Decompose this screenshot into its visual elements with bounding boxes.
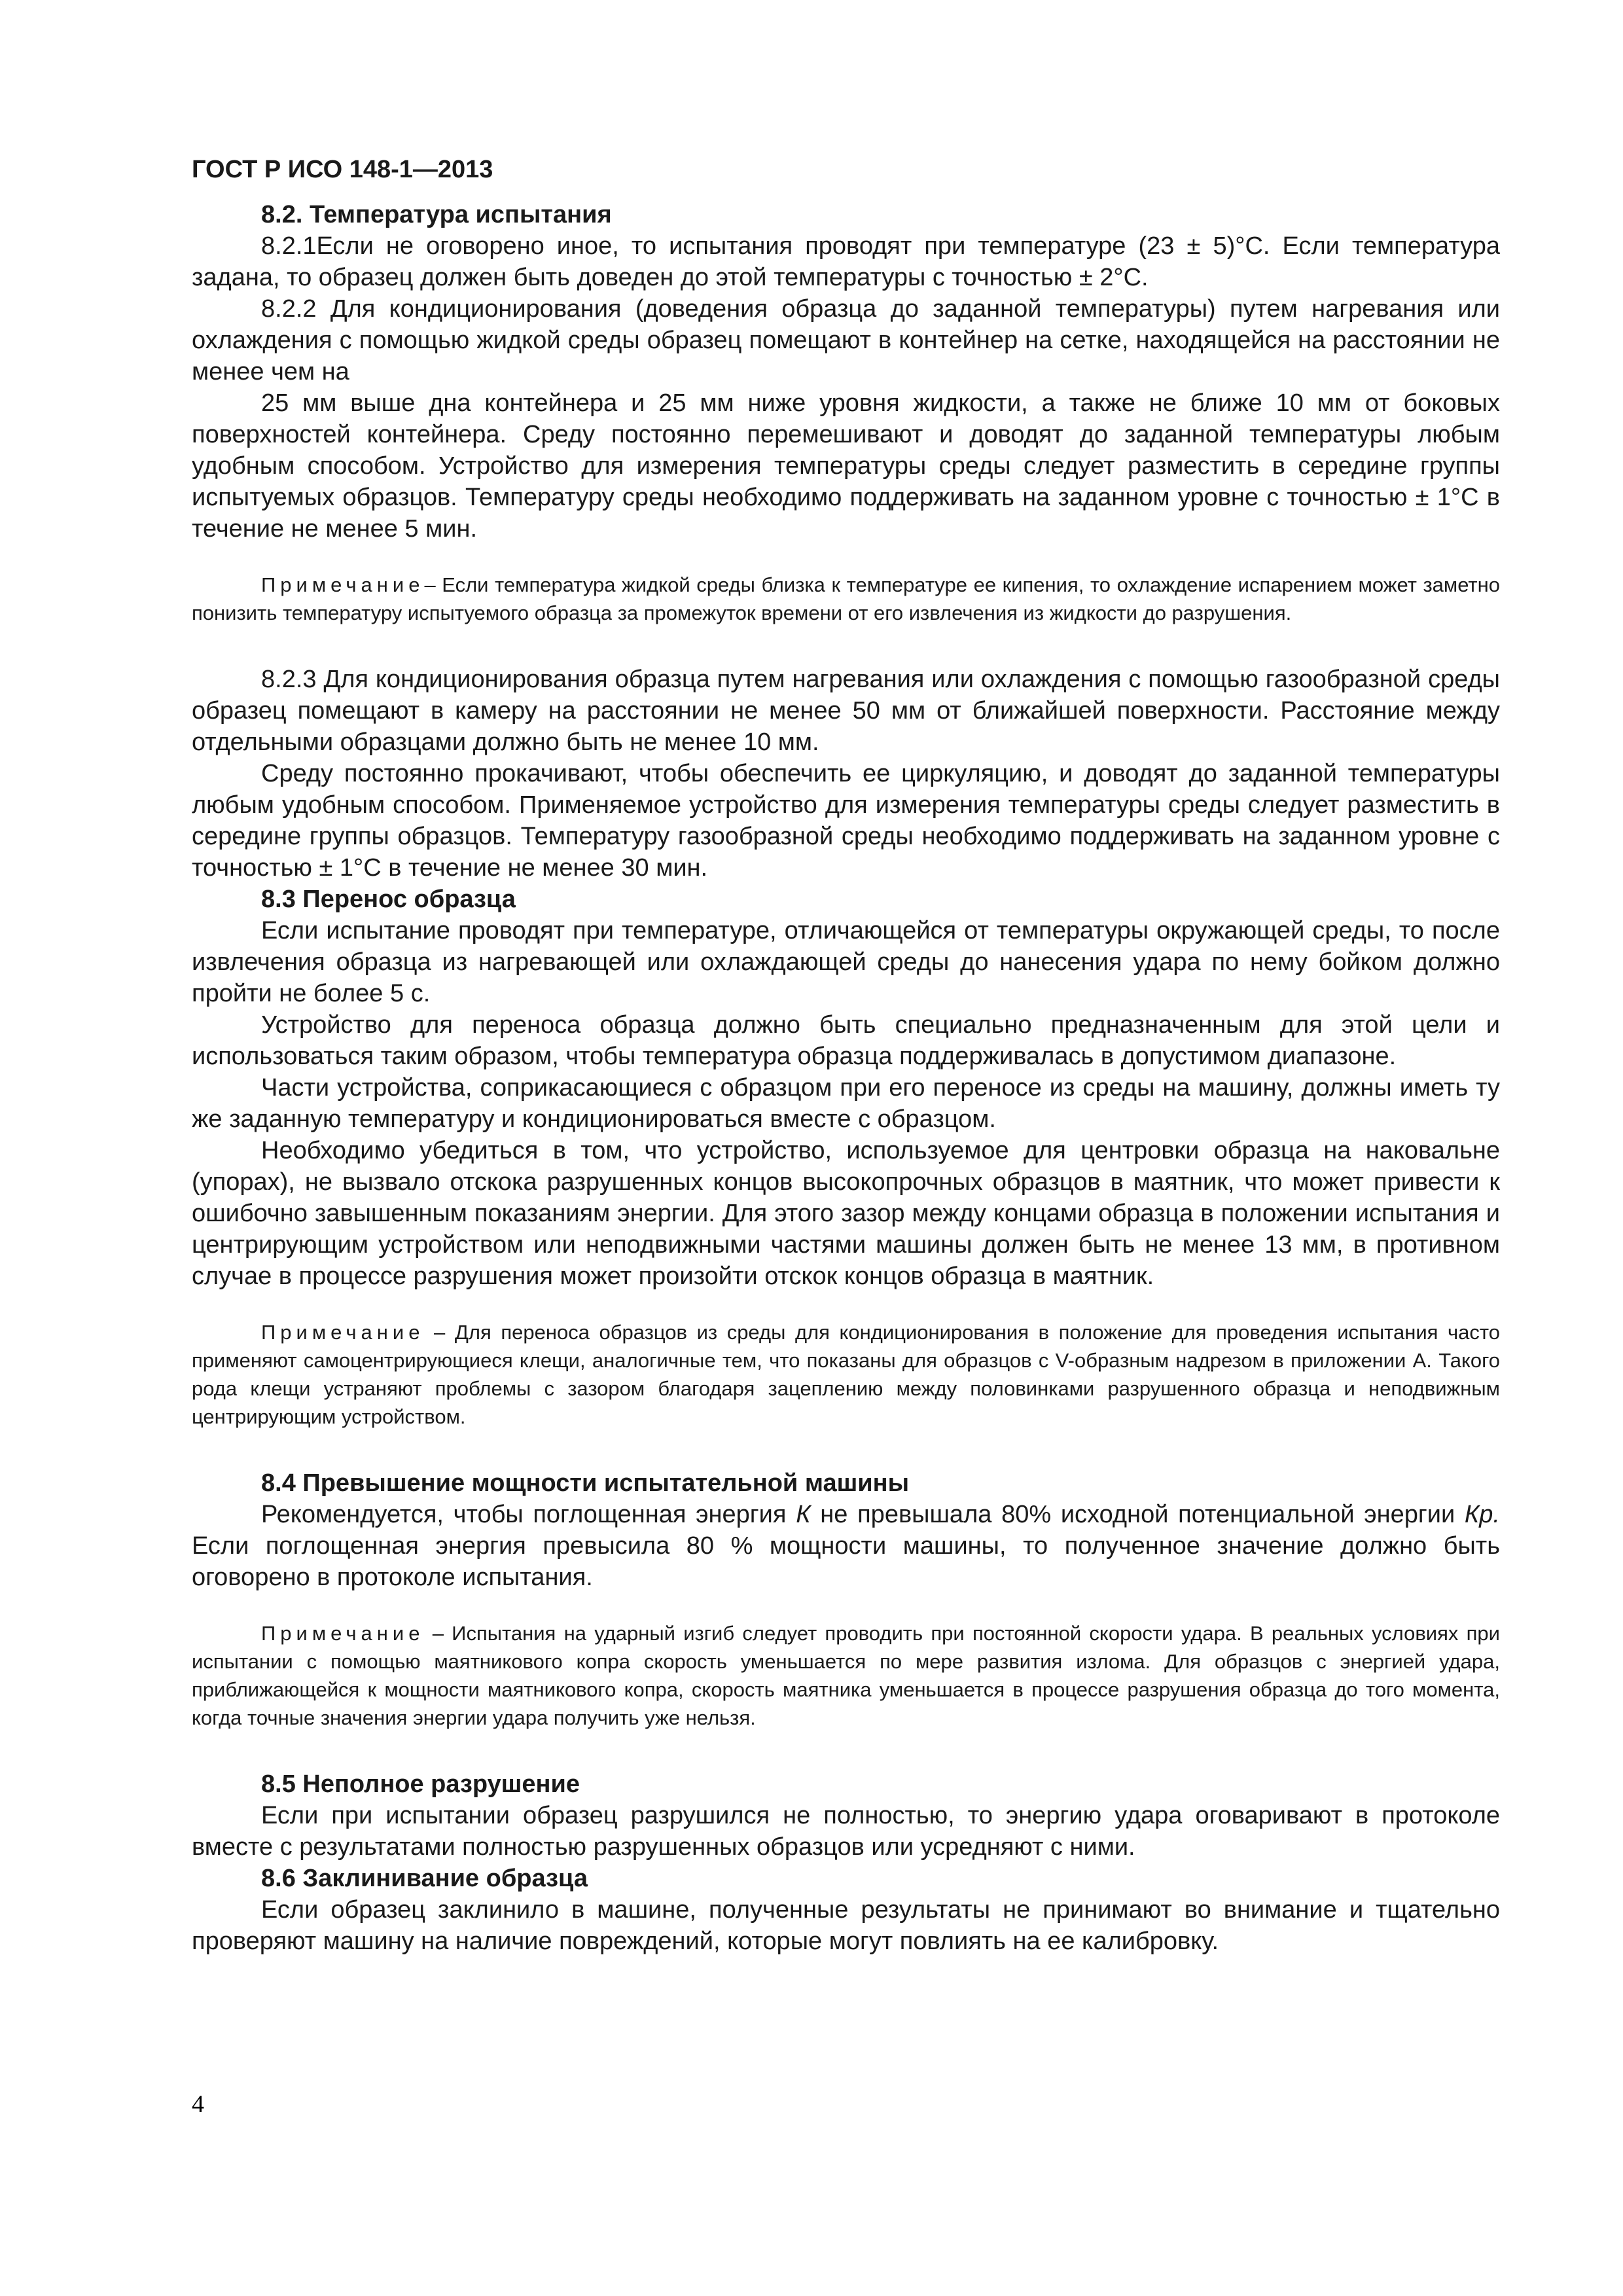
note-8-4 — [192, 1619, 1500, 1732]
paragraph-8-3-1: Если испытание проводят при температуре, отличающейся от температуры окружающей среды, то после извлечения образца из нагревающей или охлаждающей среды до нанесения удара по нему бойком должно пройти не более 5 с. — [192, 917, 1500, 1007]
paragraph-8-2-3-cont: Среду постоянно прокачивают, чтобы обеспечить ее циркуляцию, и доводят до заданной температуры любым удобным способом. Применяемое устройство для измерения температуры среды следует разместить в середине группы образцов. Температуру газообразной среды необходимо поддерживать на заданном уровне с точностью ± 1°С в течение не менее 30 мин. — [192, 760, 1500, 882]
note-label: Примечание — [261, 1321, 425, 1344]
paragraph-8-3-2: Устройство для переноса образца должно быть специально предназначенным для этой цели и использоваться таким образом, чтобы температура образца поддерживалась в допустимом диапазоне. — [192, 1011, 1500, 1070]
paragraph-8-2-1: 8.2.1Если не оговорено иное, то испытания проводят при температуре (23 ± 5)°С. Если температура задана, то образец должен быть доведен до этой температуры с точностью ± 2°С. — [192, 232, 1500, 291]
paragraph-8-2-2: 8.2.2 Для кондиционирования (доведения образца до заданной температуры) путем нагревания или охлаждения с помощью жидкой среды образец помещают в контейнер на сетке, находящейся на расстоянии не менее чем на — [192, 295, 1500, 386]
note-text: – Для переноса образцов из среды для кондиционирования в положение для проведения испытания часто применяют самоцентрирующиеся клещи, аналогичные тем, что показаны для образцов с V-образным надрезом в приложении А. Такого рода клещи устраняют проблемы с зазором благодаря зацеплению между половинками разрушенного образца и неподвижным центрирующим устройством. — [192, 1321, 1500, 1428]
note-text: – Испытания на ударный изгиб следует проводить при постоянной скорости удара. В реальных условиях при испытании с помощью маятникового копра скорость уменьшается по мере развития излома. Для образцов с энергией удара, приближающейся к мощности маятникового копра, скорость маятника уменьшается в процессе разрушения образца до того момента, когда точные значения энергии удара получить уже нельзя. — [192, 1622, 1500, 1729]
paragraph-8-3-4: Необходимо убедиться в том, что устройство, используемое для центровки образца на наковальне (упорах), не вызвало отскока разрушенных концов высокопрочных образцов в маятник, что может привести к ошибочно завышенным показаниям энергии. Для этого зазор между концами образца в положении испытания и центрирующим устройством или неподвижными частями машины должен быть не менее 13 мм, в противном случае в процессе разрушения может произойти отскок концов образца в маятник. — [192, 1137, 1500, 1290]
paragraph-8-3-3: Части устройства, соприкасающиеся с образцом при его переносе из среды на машину, должны иметь ту же заданную температуру и кондиционироваться вместе с образцом. — [192, 1074, 1500, 1133]
paragraph-8-6-1: Если образец заклинило в машине, полученные результаты не принимают во внимание и тщательно проверяют машину на наличие повреждений, которые могут повлиять на ее калибровку. — [192, 1896, 1500, 1955]
symbol-k: К — [796, 1501, 811, 1528]
section-8-6-heading: 8.6 Заклинивание образца — [261, 1865, 588, 1892]
note-label: Примечание — [261, 573, 425, 596]
text-run: Рекомендуется, чтобы поглощенная энергия — [261, 1501, 796, 1528]
section-8-2-heading: 8.2. Температура испытания — [261, 201, 612, 228]
paragraph-8-2-2-cont: 25 мм выше дна контейнера и 25 мм ниже уровня жидкости, а также не ближе 10 мм от боковых поверхностей контейнера. Среду постоянно перемешивают и доводят до заданной температуры любым удобным способом. Устройство для измерения температуры среды следует разместить в середине группы испытуемых образцов. Температуру среды необходимо поддерживать на заданном уровне с точностью ± 1°С в течение не менее 5 мин. — [192, 389, 1500, 543]
paragraph-8-2-3: 8.2.3 Для кондиционирования образца путем нагревания или охлаждения с помощью газообразной среды образец помещают в камеру на расстоянии не менее 50 мм от ближайшей поверхности. Расстояние между отдельными образцами должно быть не менее 10 мм. — [192, 666, 1500, 756]
note-8-3 — [192, 1318, 1500, 1431]
paragraph-8-5-1: Если при испытании образец разрушился не полностью, то энергию удара оговаривают в протоколе вместе с результатами полностью разрушенных образцов или усредняют с ними. — [192, 1802, 1500, 1861]
note-label: Примечание — [261, 1622, 425, 1645]
text-run: не превышала 80% исходной потенциальной энергии — [810, 1501, 1465, 1528]
document-header: ГОСТ Р ИСО 148-1—2013 — [192, 156, 493, 183]
paragraph-8-4-1 — [192, 1499, 1500, 1593]
note-8-2 — [192, 571, 1500, 627]
section-8-5-heading: 8.5 Неполное разрушение — [261, 1770, 580, 1798]
text-run: Если поглощенная энергия превысила 80 % мощности машины, то полученное значение должно быть оговорено в протоколе испытания. — [192, 1532, 1500, 1591]
symbol-kp: Кр. — [1464, 1501, 1500, 1528]
section-8-3-heading: 8.3 Перенос образца — [261, 886, 516, 913]
section-8-4-heading: 8.4 Превышение мощности испытательной машины — [261, 1469, 910, 1497]
note-text: – Если температура жидкой среды близка к температуре ее кипения, то охлаждение испарением может заметно понизить температуру испытуемого образца за промежуток времени от его извлечения из жидкости до разрушения. — [192, 573, 1500, 624]
page-number: 4 — [192, 2090, 204, 2118]
